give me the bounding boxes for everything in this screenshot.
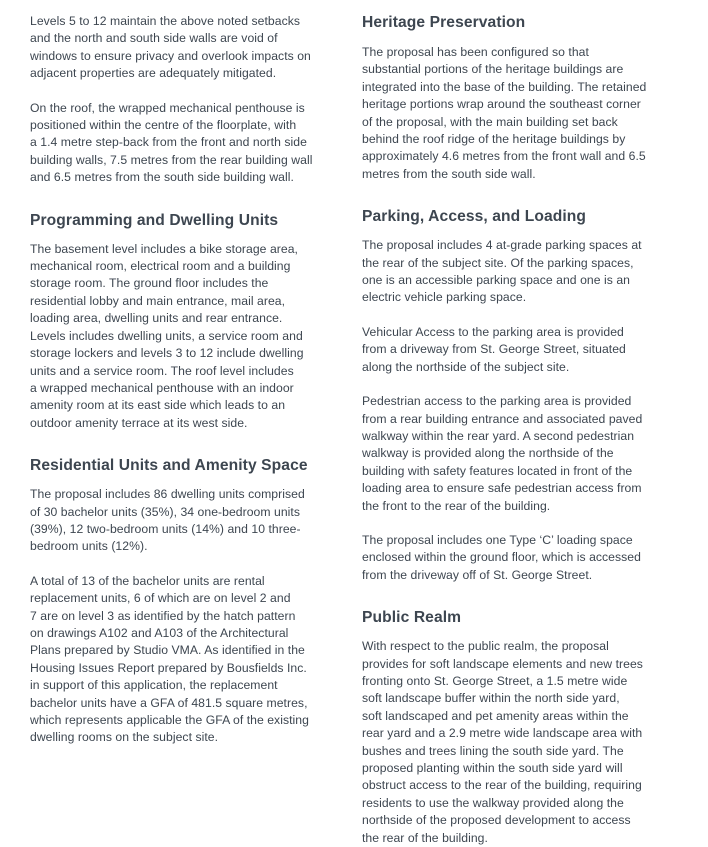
heritage-paragraph: The proposal has been configured so that substantial portions of the heritage buildings are integrated into the base of the building. The retained heritage portions wrap around the southeast corner of the proposal, with the main building set back behind the roof ridge of the heritage buildings by approximately 4.6 metres from the front wall and 6.5 metres from the south side wall. bbox=[362, 45, 647, 181]
heritage-heading: Heritage Preservation bbox=[362, 14, 526, 31]
pedestrian-access-paragraph: Pedestrian access to the parking area is provided from a rear building entrance and associated paved walkway within the rear yard. A second pedestrian walkway is provided along the northside of the building with safety features located in front of the loading area to ensure safe pedestrian access from the front to the rear of the building. bbox=[362, 394, 643, 513]
programming-paragraph: The basement level includes a bike storage area, mechanical room, electrical room and a building storage room. The ground floor includes the residential lobby and main entrance, mail area, loading area, dwelling units and rear entrance. Levels includes dwelling units, a service room and storage lockers and levels 3 to 12 include dwelling units and a service room. The roof level includes a wrapped mechanical penthouse with an indoor amenity room at its east side which leads to an outdoor amenity terrace at its west side. bbox=[30, 241, 304, 430]
vehicular-access-paragraph: Vehicular Access to the parking area is provided from a driveway from St. George Street, situated along the northside of the subject site. bbox=[362, 324, 626, 374]
right-column bbox=[362, 13, 678, 847]
loading-space-paragraph: The proposal includes one Type ‘C’ loading space enclosed within the ground floor, which is accessed from the driveway off of St. George Street. bbox=[362, 532, 641, 582]
public-realm-paragraph: With respect to the public realm, the proposal provides for soft landscape elements and new trees fronting onto St. George Street, a 1.5 metre wide soft landscape buffer within the north side yard, soft landscaped and pet amenity areas within the rear yard and a 2.9 metre wide landscape area with bushes and trees lining the south side yard. The proposed planting within the south side yard will obstruct access to the rear of the building, requiring residents to use the walkway provided along the northside of the proposed development to access the rear of the building. bbox=[362, 639, 643, 845]
penthouse-paragraph: On the roof, the wrapped mechanical penthouse is positioned within the centre of the floorplate, with a 1.4 metre step-back from the front and north side building walls, 7.5 metres from the rear building wall and 6.5 metres from the south side building wall. bbox=[30, 100, 313, 185]
left-column bbox=[30, 13, 342, 747]
rental-replacement-paragraph: A total of 13 of the bachelor units are rental replacement units, 6 of which are on level 2 and 7 are on level 3 as identified by the hatch pattern on drawings A102 and A103 of the Architectural Plans prepared by Studio VMA. As identified in the Housing Issues Report prepared by Bousfields Inc. in support of this application, the replacement bachelor units have a GFA of 481.5 square metres, which represents applicable the GFA of the existing dwelling rooms on the subject site. bbox=[30, 573, 309, 745]
public-realm-heading: Public Realm bbox=[362, 609, 462, 627]
setbacks-paragraph: Levels 5 to 12 maintain the above noted setbacks and the north and south side walls are void of windows to ensure privacy and overlook impacts on adjacent properties are adequately mitigated. bbox=[30, 14, 311, 81]
parking-spaces-paragraph: The proposal includes 4 at-grade parking spaces at the rear of the subject site. Of the parking spaces, one is an accessible parking space and one is an electric vehicle parking space. bbox=[362, 238, 642, 305]
residential-heading: Residential Units and Amenity Space bbox=[30, 457, 308, 475]
programming-heading: Programming and Dwelling Units bbox=[30, 211, 279, 229]
unit-mix-paragraph: The proposal includes 86 dwelling units comprised of 30 bachelor units (35%), 34 one-bedroom units (39%), 12 two-bedroom units (14%) and 10 three- bedroom units (12%). bbox=[30, 487, 305, 554]
parking-heading: Parking, Access, and Loading bbox=[362, 208, 587, 226]
